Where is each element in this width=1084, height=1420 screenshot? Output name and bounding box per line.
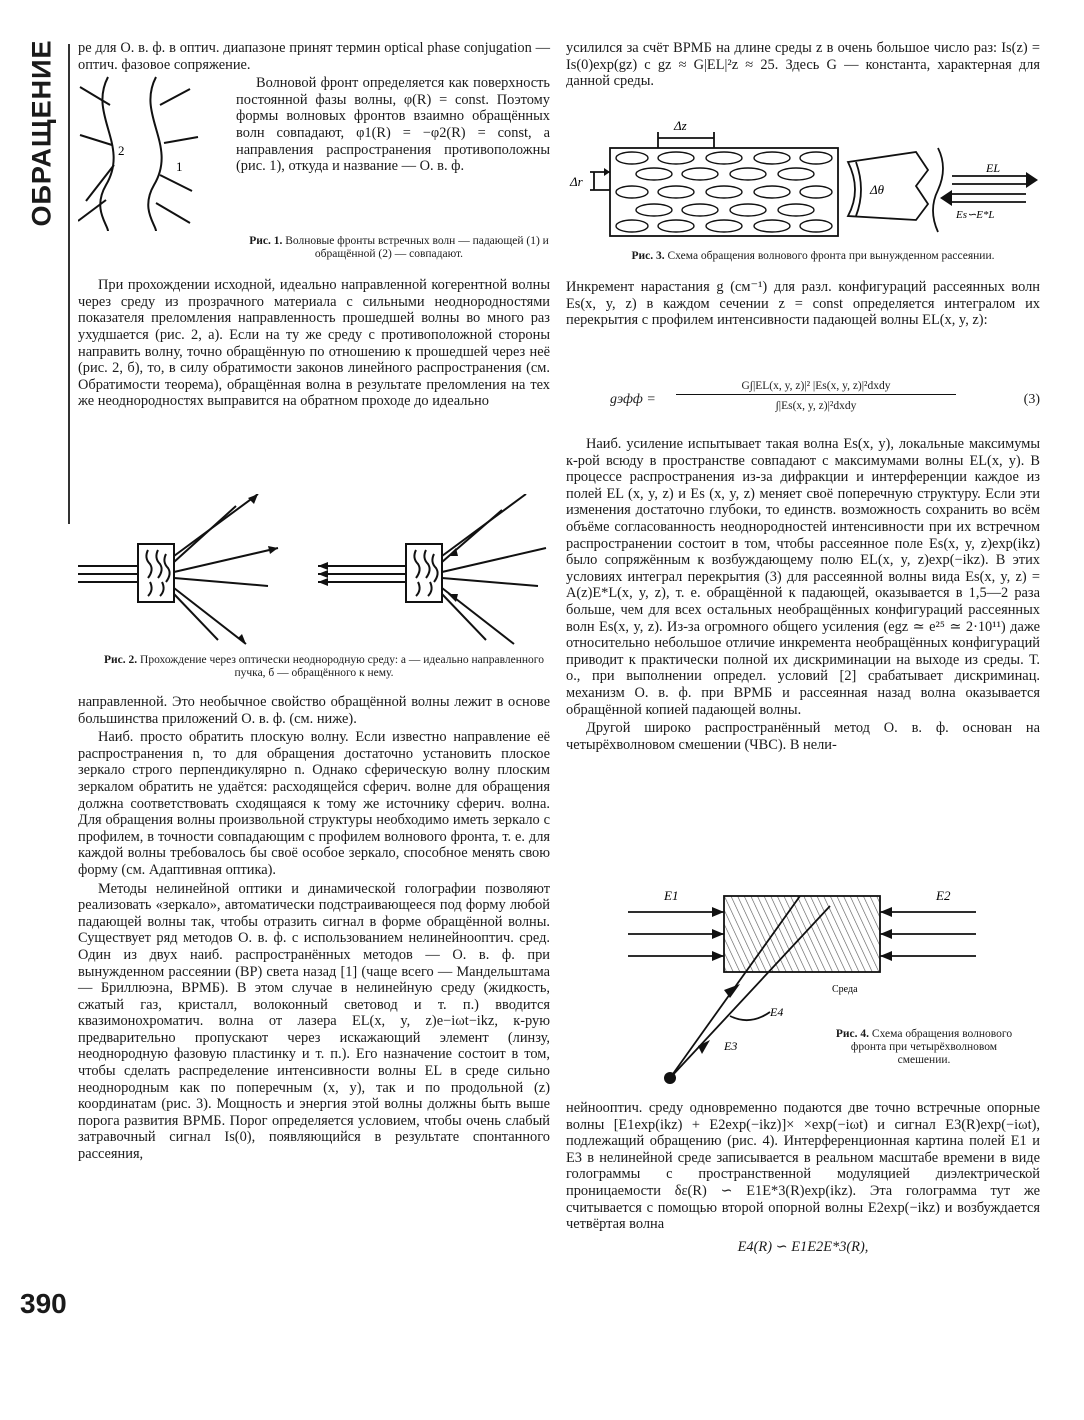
fig1-label-1: 1 xyxy=(176,159,183,175)
figure-4-caption xyxy=(826,1028,1022,1067)
figure-2-caption xyxy=(78,654,550,680)
fig3-el-label: EL xyxy=(986,161,1001,175)
figure-2 xyxy=(78,494,550,654)
right-column-top xyxy=(566,40,1040,92)
equation-number: (3) xyxy=(1023,392,1040,407)
right-column-lower xyxy=(566,436,1040,755)
equation-denominator: ∫|Es(x, y, z)|²dxdy xyxy=(775,400,857,412)
running-title-text: ОБРАЩЕНИЕ xyxy=(26,39,57,227)
caption-label: Рис. 2. xyxy=(104,654,138,666)
final-equation: E4(R) ∽ E1E2E*3(R), xyxy=(737,1238,869,1255)
left-column-bottom xyxy=(78,654,550,1165)
caption-label: Рис. 4. xyxy=(835,1028,870,1040)
paragraph: Наиб. усиление испытывает такая волна Es(x, y), локальные максимумы к-рой всюду в пространстве совпадают с максимумами волны EL(x, y). В процессе распространения из-за дифракции и интерференции каждое из полей EL (x, y, z) и Es (x, y, z) меняет своё поперечную структуру. Если эти изменения достаточно глубоки, то единств. возможность сохранить во всём объёме согласованность неоднородностей интенсивности при их встречном распространении состоит в том, чтобы рассеянное поле Es(x, y, z)exp(ikz) было сопряжённым к возбуждающему полю EL(x, y, z)exp(−ikz). В этих условиях интеграл перекрытия (3) для рассеянной волны вида Es(x, y, z) = A(z)E*L(x, y, z), т. е. обращённой к падающей, оказывается в 1,5—2 раза больше, чем для всех остальных необращённых конфигураций рассеянных волн Es(x, y, z). Из-за огромного общего усиления (egz ≃ e²⁵ ≃ 2·10¹¹) даже относительно небольшое отличие инкремента необращённых конфигураций приводит к практически полной их дискриминации на выходе из среды. Т. о., при выполнении определ. условий [2] срабатывает дискриминац. механизм О. в. ф. при ВРМБ и рассеянная назад волна оказывается обращённой копией падающей волны. xyxy=(566,436,1040,718)
paragraph: направленной. Это необычное свойство обращённой волны лежит в основе большинства приложений О. в. ф. (см. ниже). xyxy=(78,694,550,727)
caption-text: Схема обращения волнового фронта при четырёхволновом смешении. xyxy=(850,1028,1013,1066)
paragraph: Волновой фронт определяется как поверхность постоянной фазы волны, φ(R) = const. Поэтому формы волновых фронтов взаимно обращённых волн совпадают, φ1(R) = −φ2(R) = const, а направления распространения противоположны (рис. 1), откуда и название — О. в. ф. xyxy=(236,75,550,175)
paragraph: ре для О. в. ф. в оптич. диапазоне принят термин optical phase conjugation — оптич. фазовое сопряжение. xyxy=(78,40,550,73)
figure-4 xyxy=(620,886,1040,1092)
right-column-bottom xyxy=(566,1100,1040,1257)
paragraph: усилился за счёт ВРМБ на длине среды z в очень большое число раз: Is(z) = Is(0)exp(gz) с gz ≈ G|EL|²z ≈ 25. Здесь G — константа, характерная для данной среды. xyxy=(566,40,1040,90)
equation-lhs: gэфф = xyxy=(610,392,656,407)
fig4-e3-label: E3 xyxy=(724,1039,738,1053)
figure-3-caption xyxy=(566,250,1040,263)
paragraph: При прохождении исходной, идеально направленной когерентной волны через среду из прозрачного материала с сильными неоднородностями показателя преломления направленность прошедшей волны во много раз ухудшается (рис. 2, а). Если на ту же среду с противоположной стороны направить волну, точно обращённую по отношению к прошедшей через неё (рис. 2, б), то, в силу обратимости законов линейного распространения (см. Обратимости теорема), обращённая волна в результате преломления на тех же неоднородностях выправится на обратном проходе до идеально xyxy=(78,277,550,410)
fig4-e1-label: E1 xyxy=(664,888,679,903)
fig3-dz-label: Δz xyxy=(674,118,687,133)
caption-label: Рис. 3. xyxy=(631,250,665,262)
page-number: 390 xyxy=(20,1288,67,1319)
fig4-e2-label: E2 xyxy=(936,888,951,903)
paragraph: нейнооптич. среду одновременно подаются две точно встречные опорные волны [E1exp(ikz) + E2exp(−ikz)]× ×exp(−iωt) и сигнал E3(R)exp(−iωt), подлежащий обращению (рис. 4). Интерференционная картина полей E1 и E3 в нелинейной среде записывается в реальном масштабе времени в виде голограммы с пространственной модуляцией диэлектрической проницаемости δε(R) ∽ E1E*3(R)exp(ikz). Эта голограмма тут же считывается с помощью второй опорной волны E2exp(−ikz) и возбуждается четвёртая волна xyxy=(566,1100,1040,1233)
caption-text: Волновые фронты встречных волн — падающей (1) и обращённой (2) — совпадают. xyxy=(285,235,549,261)
fig3-es-label: Es∽E*L xyxy=(956,209,995,221)
running-title xyxy=(22,38,62,228)
fig3-dr-label: Δr xyxy=(570,174,583,189)
fig1-label-2: 2 xyxy=(118,143,125,159)
margin-rule xyxy=(68,44,70,524)
paragraph: Инкремент нарастания g (см⁻¹) для разл. конфигураций рассеянных волн Es(x, y, z) в каждом сечении z = const определяется интегралом их перекрытия с профилем интенсивности падающей волны EL(x, y, z): xyxy=(566,279,1040,329)
figure-1-caption xyxy=(228,235,550,261)
fig4-e4-label: E4 xyxy=(770,1005,784,1019)
fig3-dtheta-label: Δθ xyxy=(870,182,885,197)
paragraph: Методы нелинейной оптики и динамической голографии позволяют реализовать «зеркало», автоматически подстраивающееся под форму любой падающей волны так, чтобы отразить сигнал в форме обращённой волны. Существует ряд методов О. в. ф. с использованием нелинейнооптич. сред. Один из двух наиб. распространённых методов — О. в. ф. при вынужденном рассеянии (ВР) света назад [1] (чаще всего — Мандельштама — Бриллюэна, ВРМБ). В этом случае в нелинейную среду (жидкость, сжатый газ, кристалл, волоконный световод и т. п.) вводится квазимонохроматич. волна от лазера EL(x, y, z)e−iωt−ikz, к-рую предварительно пропускают через искажающий элемент (линзу, неоднородную фазовую пластинку и т. п.). Его назначение состоит в том, чтобы сделать распределение интенсивности волны EL в среде сильно неоднородным как по поперечным (x, y), так и по продольной (z) координатам (рис. 3). Мощность и энергия этой волны должны быть выше порога развития ВРМБ. Порог определяется условием, чтобы очень слабый затравочный сигнал Is(0), появляющийся в результате спонтанного рассеяния, xyxy=(78,880,550,1163)
equation-numerator: G∫|EL(x, y, z)|² |Es(x, y, z)|²dxdy xyxy=(676,380,956,395)
caption-text: Прохождение через оптически неоднородную среду: а — идеально направленного пучка, б — обращённого к нему. xyxy=(140,654,544,679)
figure-3 xyxy=(566,112,1040,250)
figure-1 xyxy=(78,75,228,231)
caption-label: Рис. 1. xyxy=(249,235,283,248)
paragraph: Наиб. просто обратить плоскую волну. Если известно направление её распространения n, то для обращения достаточно установить плоское зеркало строго перпендикулярно n. Однако сферическую волну плоским зеркалом обратить не удаётся: расходящейся сферич. волне для обращения должна соответствовать сходящаяся к тому же источнику сферич. волна. Для обращения волны произвольной структуры необходимо иметь зеркало с профилем, в точности совпадающим с профилем волнового фронта, т. е. для каждой волны требовалось бы своё особое зеркало, способное менять свою форму (см. Адаптивная оптика). xyxy=(78,729,550,878)
right-column-middle xyxy=(566,250,1040,331)
fig4-medium-label: Среда xyxy=(832,984,858,995)
paragraph: Другой широко распространённый метод О. в. ф. основан на четырёхволновом смешении (ЧВС). В нели- xyxy=(566,720,1040,753)
caption-text: Схема обращения волнового фронта при вынужденном рассеянии. xyxy=(667,250,995,262)
left-column-top xyxy=(78,40,550,412)
